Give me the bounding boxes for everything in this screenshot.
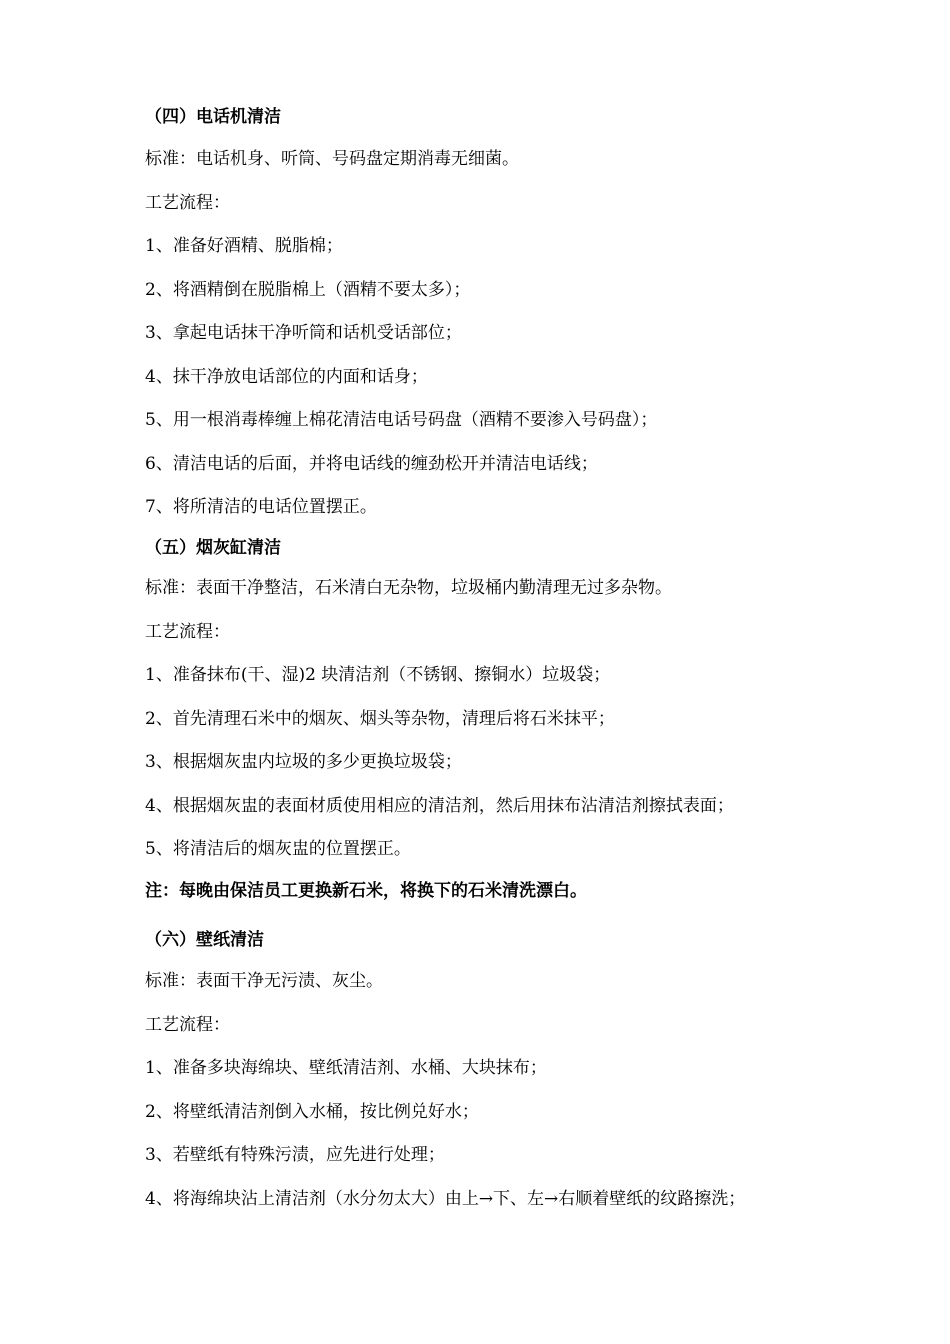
step-item: 1、准备抹布(干、湿)2 块清洁剂（不锈钢、擦铜水）垃圾袋； [145,665,611,685]
standard-text: 标准：表面干净整洁，石米清白无杂物，垃圾桶内勤清理无过多杂物。 [145,578,672,598]
process-label: 工艺流程： [145,1015,230,1035]
section-heading-ashtray: （五）烟灰缸清洁 [145,538,281,558]
step-item: 4、抹干净放电话部位的内面和话身； [145,367,428,387]
step-item: 6、清洁电话的后面，并将电话线的缠劲松开并清洁电话线； [145,454,598,474]
process-label: 工艺流程： [145,622,230,642]
step-item: 3、拿起电话抹干净听筒和话机受话部位； [145,323,462,343]
step-item: 5、用一根消毒棒缠上棉花清洁电话号码盘（酒精不要渗入号码盘）； [145,410,658,430]
step-item: 5、将清洁后的烟灰盅的位置摆正。 [145,839,411,859]
section-heading-telephone: （四）电话机清洁 [145,107,281,127]
step-item: 1、准备多块海绵块、壁纸清洁剂、水桶、大块抹布； [145,1058,547,1078]
step-item: 2、首先清理石米中的烟灰、烟头等杂物，清理后将石米抹平； [145,709,615,729]
note-text: 注：每晚由保洁员工更换新石米，将换下的石米清洗漂白。 [145,881,587,901]
step-item: 2、将壁纸清洁剂倒入水桶，按比例兑好水； [145,1102,479,1122]
step-item: 3、若壁纸有特殊污渍，应先进行处理； [145,1145,445,1165]
step-item: 3、根据烟灰盅内垃圾的多少更换垃圾袋； [145,752,462,772]
process-label: 工艺流程： [145,193,230,213]
section-heading-wallpaper: （六）壁纸清洁 [145,930,264,950]
step-item: 2、将酒精倒在脱脂棉上（酒精不要太多）； [145,280,471,300]
standard-text: 标准：电话机身、听筒、号码盘定期消毒无细菌。 [145,149,519,169]
step-item: 4、将海绵块沾上清洁剂（水分勿太大）由上→下、左→右顺着壁纸的纹路擦洗； [145,1189,746,1209]
step-item: 1、准备好酒精、脱脂棉； [145,236,343,256]
step-item: 4、根据烟灰盅的表面材质使用相应的清洁剂，然后用抹布沾清洁剂擦拭表面； [145,796,734,816]
standard-text: 标准：表面干净无污渍、灰尘。 [145,971,383,991]
step-item: 7、将所清洁的电话位置摆正。 [145,497,377,517]
